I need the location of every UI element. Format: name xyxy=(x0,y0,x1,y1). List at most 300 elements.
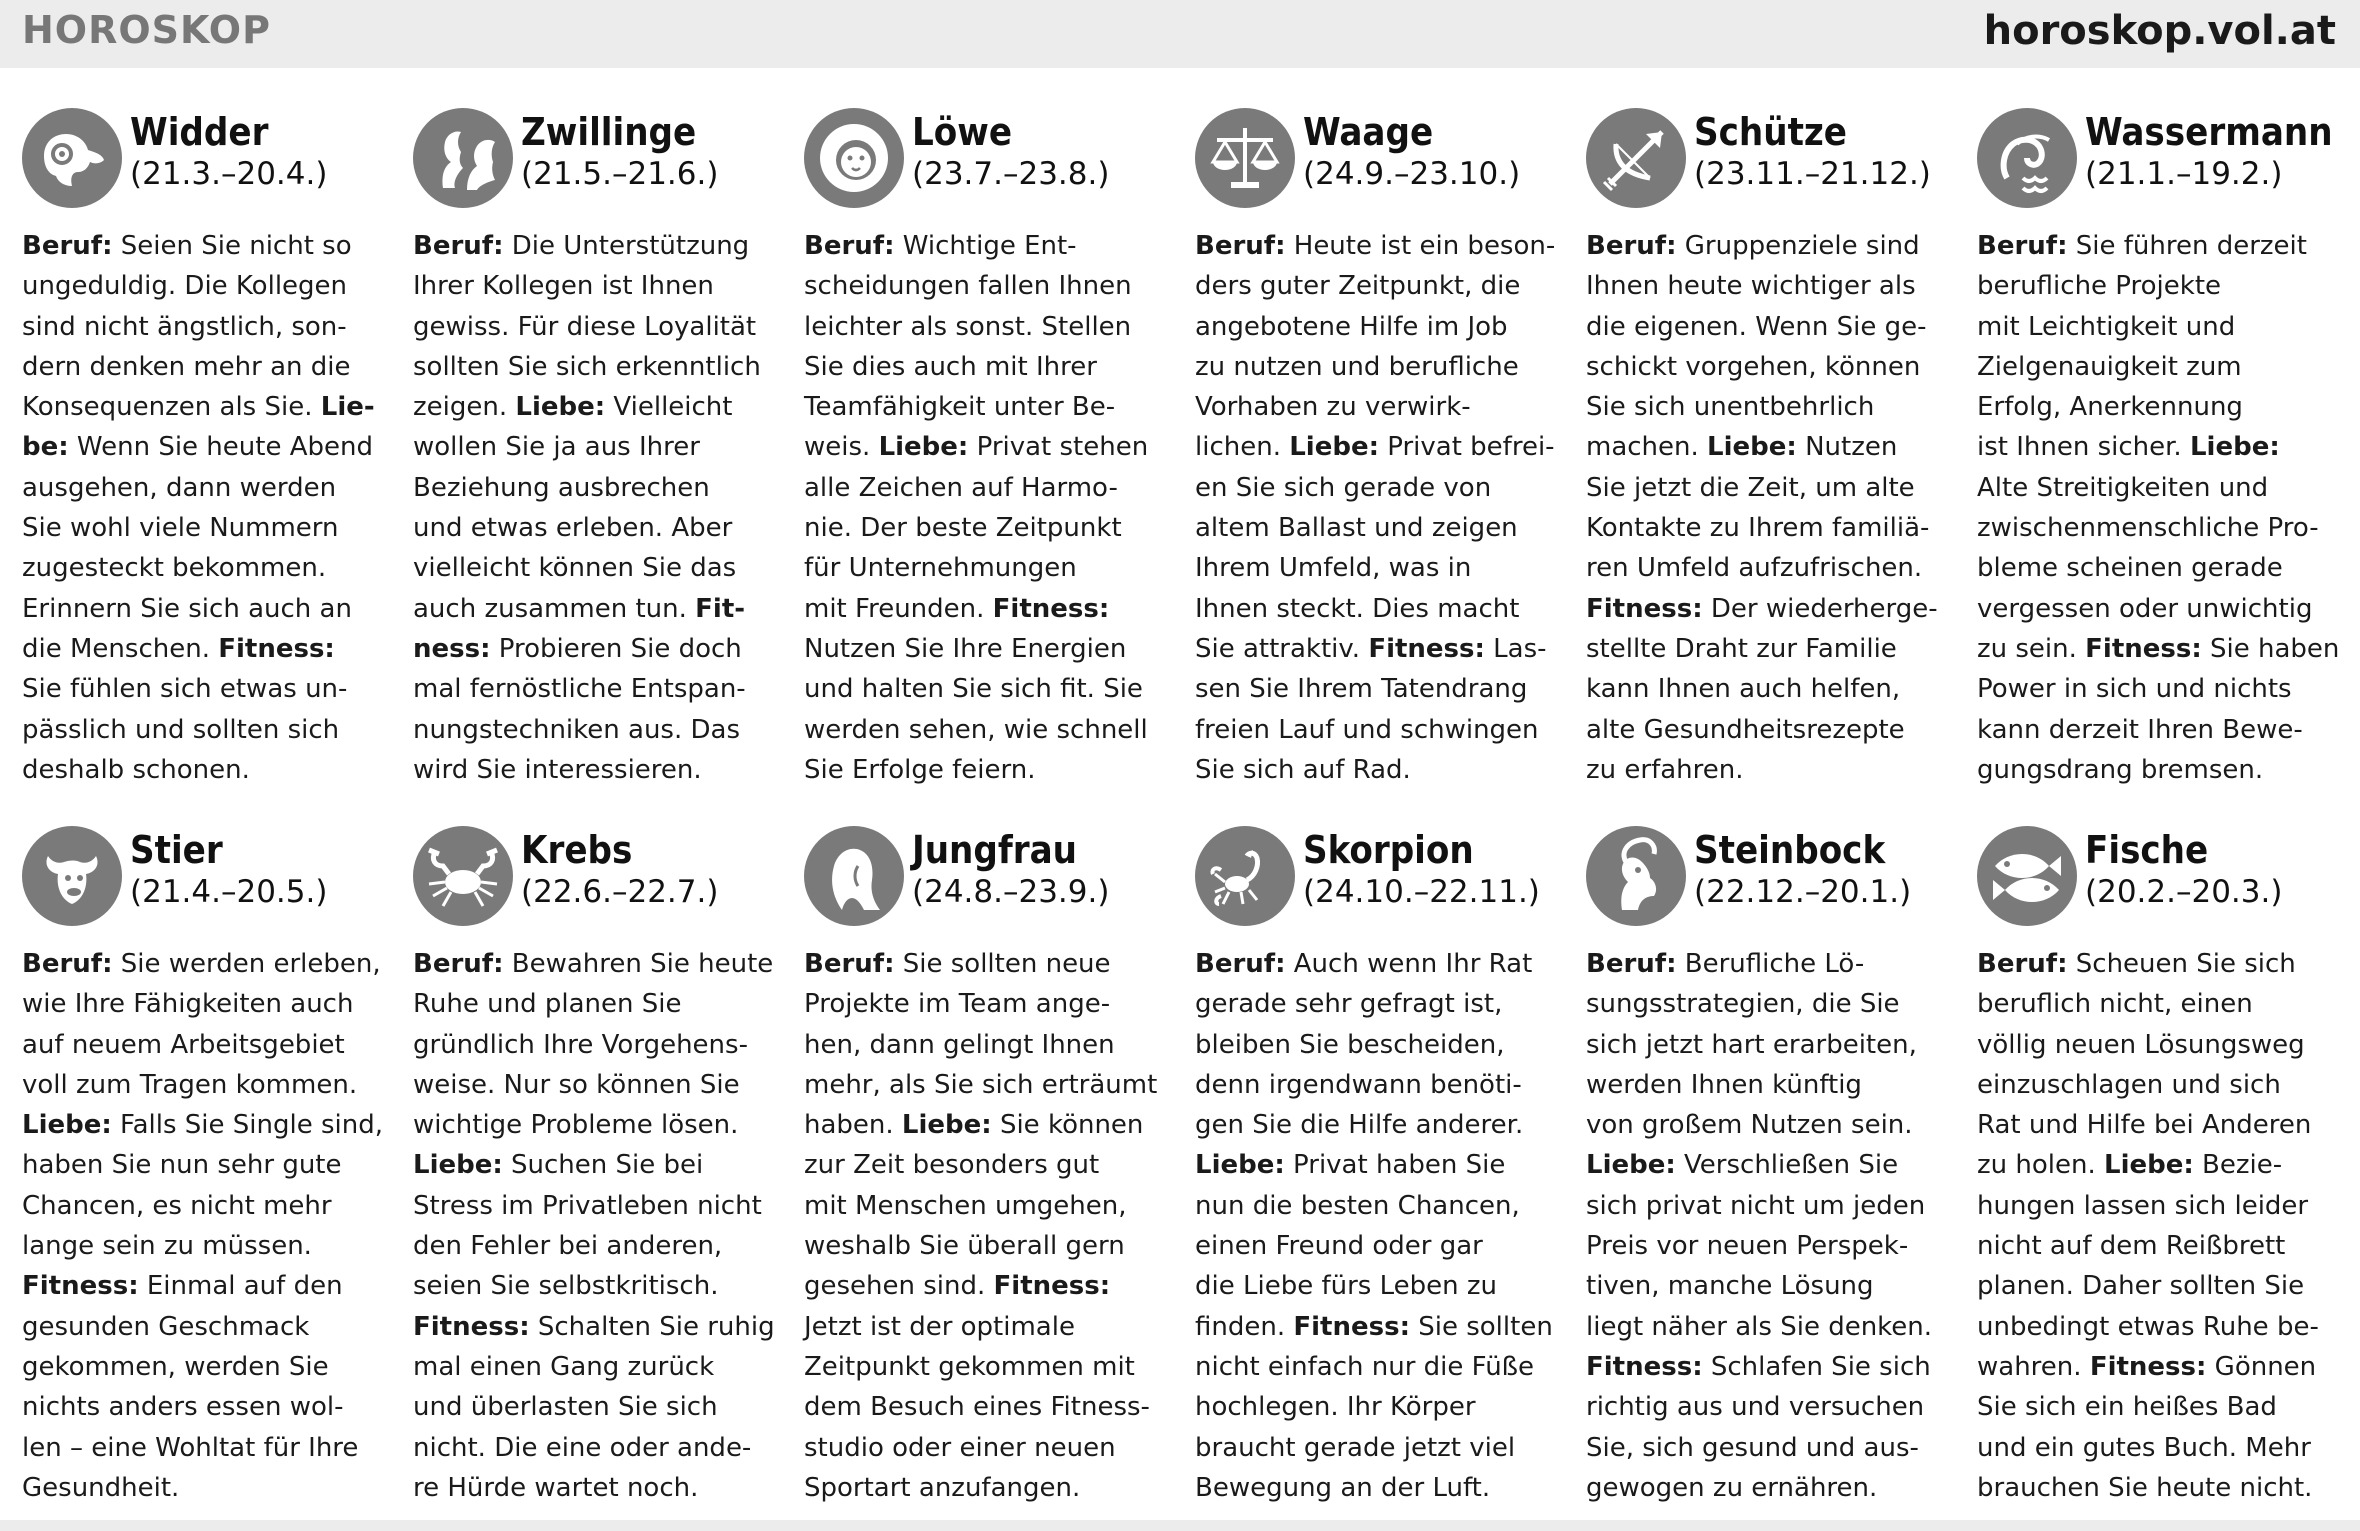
text-line xyxy=(1586,1468,1958,1508)
text-segment: Sie sich auf Rad. xyxy=(1195,754,1411,785)
text-segment: alte Gesundheitsrezepte xyxy=(1586,714,1905,745)
text-line xyxy=(1977,669,2349,709)
text-line xyxy=(1586,1428,1958,1468)
section-label: Liebe: xyxy=(413,1150,503,1181)
text-segment: zugesteckt bekommen. xyxy=(22,553,327,584)
text-segment: berufliche Projekte xyxy=(1977,271,2222,302)
text-line xyxy=(1586,1347,1958,1387)
section-label: Liebe: xyxy=(1289,432,1379,463)
text-segment: Ruhe und planen Sie xyxy=(413,989,682,1020)
text-line xyxy=(804,1105,1176,1145)
text-segment: Nutzen xyxy=(1796,432,1898,463)
text-line xyxy=(804,1266,1176,1306)
text-segment: re Hürde wartet noch. xyxy=(413,1472,699,1503)
text-segment: wichtige Probleme lösen. xyxy=(413,1110,739,1141)
text-segment: Sie, sich gesund und aus- xyxy=(1586,1432,1919,1463)
text-segment: angebotene Hilfe im Job xyxy=(1195,311,1508,342)
text-segment: ungeduldig. Die Kollegen xyxy=(22,271,348,302)
text-line xyxy=(413,1025,785,1065)
section-label: Beruf: xyxy=(1195,949,1286,979)
text-segment: Sportart anzufangen. xyxy=(804,1472,1081,1503)
text-line xyxy=(804,427,1176,467)
text-line xyxy=(22,984,394,1024)
text-line xyxy=(804,307,1176,347)
text-line xyxy=(1195,548,1567,588)
text-segment: Suchen Sie bei xyxy=(502,1150,704,1181)
text-line xyxy=(1195,944,1567,984)
text-segment: Berufliche Lö- xyxy=(1676,949,1865,979)
text-segment: zwischenmenschliche Pro- xyxy=(1977,513,2319,544)
text-segment: bleiben Sie bescheiden, xyxy=(1195,1029,1505,1060)
text-segment: Vorhaben zu verwirk- xyxy=(1195,392,1471,423)
text-segment: nicht. Die eine oder ande- xyxy=(413,1432,752,1463)
text-segment: ders guter Zeitpunkt, die xyxy=(1195,271,1521,302)
text-segment: Sie wohl viele Nummern xyxy=(22,513,339,544)
text-segment: nungstechniken aus. Das xyxy=(413,714,741,745)
text-segment: Sie sollten neue xyxy=(894,949,1111,979)
text-segment: nicht einfach nur die Füße xyxy=(1195,1351,1535,1382)
text-line xyxy=(804,1468,1176,1508)
bull-icon xyxy=(22,826,122,926)
sign-name: Wassermann xyxy=(2085,110,2333,154)
text-segment: Sie können xyxy=(991,1110,1144,1141)
text-line xyxy=(804,944,1176,984)
text-line xyxy=(1586,984,1958,1024)
sign-name: Fische xyxy=(2085,828,2209,872)
text-line xyxy=(413,1428,785,1468)
text-line xyxy=(22,1347,394,1387)
text-line xyxy=(1586,669,1958,709)
text-segment: zu sein. xyxy=(1977,633,2086,664)
text-line xyxy=(1195,1428,1567,1468)
twins-icon xyxy=(413,108,513,208)
text-segment: beruflich nicht, einen xyxy=(1977,989,2253,1020)
section-label: Fitness: xyxy=(1586,593,1703,624)
header-bar xyxy=(0,0,2360,68)
text-segment: dem Besuch eines Fitness- xyxy=(804,1392,1150,1423)
text-line xyxy=(413,629,785,669)
text-line xyxy=(1195,387,1567,427)
text-segment: Wenn Sie heute Abend xyxy=(68,432,373,463)
text-line xyxy=(22,589,394,629)
sign-text xyxy=(413,944,785,1508)
text-segment: weshalb Sie überall gern xyxy=(804,1231,1125,1262)
text-segment: werden Ihnen künftig xyxy=(1586,1069,1862,1100)
sign-dates: (21.1.–19.2.) xyxy=(2085,156,2283,192)
text-segment: nie. Der beste Zeitpunkt xyxy=(804,513,1122,544)
text-line xyxy=(804,1428,1176,1468)
text-line xyxy=(1977,750,2349,790)
sign-name: Krebs xyxy=(521,828,633,872)
text-segment: sungsstrategien, die Sie xyxy=(1586,989,1900,1020)
text-line xyxy=(1195,1105,1567,1145)
sign-dates: (24.8.–23.9.) xyxy=(912,874,1110,910)
text-segment: Konsequenzen als Sie. xyxy=(22,392,321,423)
scales-icon xyxy=(1195,108,1295,208)
section-label: Liebe: xyxy=(878,432,969,463)
section-label: be: xyxy=(22,432,69,463)
text-segment: weise. Nur so können Sie xyxy=(413,1069,740,1100)
section-label: Beruf: xyxy=(804,949,895,979)
text-line xyxy=(804,1065,1176,1105)
text-line xyxy=(413,427,785,467)
text-segment: zeigen. xyxy=(413,392,516,423)
text-line xyxy=(804,1226,1176,1266)
text-segment: Schlafen Sie sich xyxy=(1702,1351,1931,1382)
section-label: Fitness: xyxy=(218,633,335,664)
text-segment: Zeitpunkt gekommen mit xyxy=(804,1351,1135,1382)
sign-dates: (21.3.–20.4.) xyxy=(130,156,328,192)
text-segment: Sie attraktiv. xyxy=(1195,633,1369,664)
sign-text xyxy=(1977,944,2349,1508)
text-line xyxy=(413,508,785,548)
crab-icon xyxy=(413,826,513,926)
text-line xyxy=(1586,1307,1958,1347)
text-segment: len – eine Wohltat für Ihre xyxy=(22,1432,359,1463)
text-segment: alle Zeichen auf Harmo- xyxy=(804,472,1118,503)
text-segment: Las- xyxy=(1484,633,1547,664)
sign-text xyxy=(804,944,1176,1508)
sign-dates: (22.6.–22.7.) xyxy=(521,874,719,910)
text-line xyxy=(1195,508,1567,548)
text-segment: braucht gerade jetzt viel xyxy=(1195,1432,1516,1463)
text-line xyxy=(804,266,1176,306)
virgin-icon xyxy=(804,826,904,926)
text-line xyxy=(1977,347,2349,387)
text-segment: dern denken mehr an die xyxy=(22,351,351,382)
text-line xyxy=(22,1065,394,1105)
text-segment: Sie werden erleben, xyxy=(112,949,381,979)
text-segment: haben Sie nun sehr gute xyxy=(22,1150,342,1181)
text-segment: Einmal auf den xyxy=(138,1271,343,1302)
text-segment: Preis vor neuen Perspek- xyxy=(1586,1231,1909,1262)
text-segment: Bewegung an der Luft. xyxy=(1195,1472,1491,1503)
text-segment: und ein gutes Buch. Mehr xyxy=(1977,1432,2311,1463)
text-line xyxy=(1195,1226,1567,1266)
text-line xyxy=(1977,1387,2349,1427)
text-segment: Falls Sie Single sind, xyxy=(111,1110,383,1141)
text-segment: Gruppenziele sind xyxy=(1676,231,1920,261)
text-segment: sen Sie Ihrem Tatendrang xyxy=(1195,674,1528,705)
text-line xyxy=(413,347,785,387)
text-line xyxy=(22,750,394,790)
text-line xyxy=(1977,984,2349,1024)
text-segment: mit Leichtigkeit und xyxy=(1977,311,2236,342)
text-segment: Der wiederherge- xyxy=(1702,593,1938,624)
text-segment: Chancen, es nicht mehr xyxy=(22,1190,332,1221)
text-line xyxy=(1586,1387,1958,1427)
text-line xyxy=(22,669,394,709)
text-line xyxy=(22,1428,394,1468)
sign-name: Jungfrau xyxy=(912,828,1078,872)
text-line xyxy=(1586,508,1958,548)
text-segment: wie Ihre Fähigkeiten auch xyxy=(22,989,354,1020)
text-segment: Jetzt ist der optimale xyxy=(804,1311,1075,1342)
text-line xyxy=(22,629,394,669)
text-segment: Probieren Sie doch xyxy=(490,633,742,664)
text-segment: gewogen zu ernähren. xyxy=(1586,1472,1878,1503)
text-segment: pässlich und sollten sich xyxy=(22,714,340,745)
text-line xyxy=(22,944,394,984)
text-line xyxy=(413,944,785,984)
text-line xyxy=(413,984,785,1024)
text-segment: nun die besten Chancen, xyxy=(1195,1190,1520,1221)
section-label: Fitness: xyxy=(1368,633,1485,664)
water-bearer-icon xyxy=(1977,108,2077,208)
text-segment: mal fernöstliche Entspan- xyxy=(413,674,746,705)
text-segment: und überlasten Sie sich xyxy=(413,1392,718,1423)
text-line xyxy=(413,1468,785,1508)
text-segment: mit Freunden. xyxy=(804,593,993,624)
text-segment: sollten Sie sich erkenntlich xyxy=(413,351,761,382)
sign-dates: (21.5.–21.6.) xyxy=(521,156,719,192)
text-segment: kann Ihnen auch helfen, xyxy=(1586,674,1901,705)
text-segment: Sie dies auch mit Ihrer xyxy=(804,351,1097,382)
text-line xyxy=(413,266,785,306)
text-line xyxy=(1586,226,1958,266)
text-segment: seien Sie selbstkritisch. xyxy=(413,1271,719,1302)
text-line xyxy=(413,1387,785,1427)
sign-dates: (23.11.–21.12.) xyxy=(1694,156,1931,192)
text-segment: Schalten Sie ruhig xyxy=(529,1311,775,1342)
section-label: Liebe: xyxy=(1195,1150,1285,1181)
text-line xyxy=(804,589,1176,629)
text-line xyxy=(1195,1307,1567,1347)
text-line xyxy=(1195,427,1567,467)
text-segment: sich privat nicht um jeden xyxy=(1586,1190,1926,1221)
text-segment: denn irgendwann benöti- xyxy=(1195,1069,1522,1100)
text-line xyxy=(1977,1025,2349,1065)
text-segment: finden. xyxy=(1195,1311,1294,1342)
text-line xyxy=(1977,1105,2349,1145)
text-line xyxy=(804,548,1176,588)
text-segment: en Sie sich gerade von xyxy=(1195,472,1492,503)
section-label: Beruf: xyxy=(413,949,504,979)
section-label: Fitness: xyxy=(22,1271,139,1302)
text-segment: Nutzen Sie Ihre Energien xyxy=(804,633,1127,664)
text-segment: freien Lauf und schwingen xyxy=(1195,714,1539,745)
text-line xyxy=(22,226,394,266)
text-line xyxy=(413,1266,785,1306)
text-segment: voll zum Tragen kommen. xyxy=(22,1069,358,1100)
text-line xyxy=(804,1025,1176,1065)
text-line xyxy=(1586,1105,1958,1145)
text-line xyxy=(1195,266,1567,306)
section-label: Liebe: xyxy=(901,1110,992,1141)
text-line xyxy=(22,1387,394,1427)
text-line xyxy=(804,750,1176,790)
sign-name: Löwe xyxy=(912,110,1013,154)
text-segment: brauchen Sie heute nicht. xyxy=(1977,1472,2313,1503)
text-segment: den Fehler bei anderen, xyxy=(413,1231,723,1262)
text-segment: Rat und Hilfe bei Anderen xyxy=(1977,1110,2312,1141)
text-segment: zu erfahren. xyxy=(1586,754,1744,785)
text-line xyxy=(1586,1065,1958,1105)
section-label: Fit- xyxy=(695,593,746,624)
text-segment: und etwas erleben. Aber xyxy=(413,513,733,544)
text-segment: gerade sehr gefragt ist, xyxy=(1195,989,1503,1020)
text-line xyxy=(413,710,785,750)
text-line xyxy=(1586,548,1958,588)
text-segment: einen Freund oder gar xyxy=(1195,1231,1483,1262)
text-line xyxy=(804,984,1176,1024)
text-line xyxy=(1586,1266,1958,1306)
text-segment: gen Sie die Hilfe anderer. xyxy=(1195,1110,1524,1141)
text-line xyxy=(1195,750,1567,790)
text-line xyxy=(22,710,394,750)
text-segment: haben. xyxy=(804,1110,902,1141)
text-segment: bleme scheinen gerade xyxy=(1977,553,2283,584)
text-segment: Sie sollten xyxy=(1409,1311,1553,1342)
text-line xyxy=(413,1145,785,1185)
sign-name: Skorpion xyxy=(1303,828,1474,872)
sign-name: Zwillinge xyxy=(521,110,697,154)
text-segment: Ihrer Kollegen ist Ihnen xyxy=(413,271,714,302)
sign-text xyxy=(413,226,785,790)
text-segment: vergessen oder unwichtig xyxy=(1977,593,2313,624)
text-segment: Kontakte zu Ihrem familiä- xyxy=(1586,513,1930,544)
text-segment: Erinnern Sie sich auch an xyxy=(22,593,352,624)
text-line xyxy=(1195,1468,1567,1508)
text-line xyxy=(1586,629,1958,669)
text-segment: scheidungen fallen Ihnen xyxy=(804,271,1132,302)
text-line xyxy=(804,629,1176,669)
text-segment: mal einen Gang zurück xyxy=(413,1351,715,1382)
sign-name: Widder xyxy=(130,110,269,154)
section-label: Beruf: xyxy=(22,949,113,979)
text-line xyxy=(413,589,785,629)
text-line xyxy=(1977,548,2349,588)
text-segment: Projekte im Team ange- xyxy=(804,989,1111,1020)
sign-text xyxy=(22,226,394,790)
text-line xyxy=(1195,1266,1567,1306)
sign-text xyxy=(1586,944,1958,1508)
text-line xyxy=(1977,427,2349,467)
text-segment: Scheuen Sie sich xyxy=(2067,949,2296,979)
text-segment: ist Ihnen sicher. xyxy=(1977,432,2190,463)
text-line xyxy=(1977,1145,2349,1185)
text-line xyxy=(1195,307,1567,347)
section-label: Beruf: xyxy=(1977,231,2068,261)
text-line xyxy=(22,307,394,347)
text-line xyxy=(1586,1226,1958,1266)
text-line xyxy=(1977,1226,2349,1266)
text-line xyxy=(22,508,394,548)
text-line xyxy=(22,1025,394,1065)
sign-dates: (24.10.–22.11.) xyxy=(1303,874,1540,910)
section-label: Fitness: xyxy=(993,1271,1111,1302)
text-line xyxy=(1586,1186,1958,1226)
text-segment: vielleicht können Sie das xyxy=(413,553,737,584)
text-segment: gekommen, werden Sie xyxy=(22,1351,329,1382)
text-segment: werden sehen, wie schnell xyxy=(804,714,1148,745)
text-line xyxy=(1586,944,1958,984)
section-label: Fitness: xyxy=(1293,1311,1410,1342)
text-segment: Wichtige Ent- xyxy=(894,231,1077,261)
text-segment: auch zusammen tun. xyxy=(413,593,696,624)
text-line xyxy=(1977,387,2349,427)
sign-name: Stier xyxy=(130,828,223,872)
text-line xyxy=(413,669,785,709)
text-segment: Sie fühlen sich etwas un- xyxy=(22,674,348,705)
text-line xyxy=(22,1307,394,1347)
text-line xyxy=(22,1105,394,1145)
text-segment: weis. xyxy=(804,432,879,463)
text-segment: Ihnen steckt. Dies macht xyxy=(1195,593,1520,624)
sign-text xyxy=(1195,226,1567,790)
sign-name: Steinbock xyxy=(1694,828,1886,872)
text-segment: für Unternehmungen xyxy=(804,553,1077,584)
text-segment: ausgehen, dann werden xyxy=(22,472,337,503)
text-line xyxy=(1195,226,1567,266)
text-line xyxy=(1977,589,2349,629)
text-line xyxy=(804,1347,1176,1387)
text-line xyxy=(1195,1025,1567,1065)
text-line xyxy=(413,548,785,588)
sign-text xyxy=(22,944,394,1508)
text-line xyxy=(413,750,785,790)
text-line xyxy=(1586,710,1958,750)
text-line xyxy=(22,548,394,588)
text-segment: hungen lassen sich leider xyxy=(1977,1190,2309,1221)
text-segment: Gesundheit. xyxy=(22,1472,180,1503)
text-line xyxy=(1977,944,2349,984)
text-line xyxy=(22,1226,394,1266)
text-segment: nichts anders essen wol- xyxy=(22,1392,344,1423)
page-title: HOROSKOP xyxy=(22,8,271,52)
text-segment: sind nicht ängstlich, son- xyxy=(22,311,347,342)
text-segment: deshalb schonen. xyxy=(22,754,250,785)
text-segment: gründlich Ihre Vorgehens- xyxy=(413,1029,748,1060)
section-label: Lie- xyxy=(320,392,375,423)
section-label: Liebe: xyxy=(2104,1150,2194,1181)
sign-text xyxy=(1195,944,1567,1508)
text-segment: wollen Sie ja aus Ihrer xyxy=(413,432,700,463)
text-segment: Privat haben Sie xyxy=(1284,1150,1506,1181)
text-segment: und halten Sie sich fit. Sie xyxy=(804,674,1143,705)
text-segment: die Menschen. xyxy=(22,633,219,664)
text-line xyxy=(413,1307,785,1347)
text-line xyxy=(413,1105,785,1145)
text-segment: zur Zeit besonders gut xyxy=(804,1150,1100,1181)
text-segment: völlig neuen Lösungsweg xyxy=(1977,1029,2305,1060)
text-segment: Sie jetzt die Zeit, um alte xyxy=(1586,472,1915,503)
text-line xyxy=(1977,1065,2349,1105)
text-segment: gungsdrang bremsen. xyxy=(1977,754,2264,785)
sign-dates: (20.2.–20.3.) xyxy=(2085,874,2283,910)
text-line xyxy=(1195,984,1567,1024)
ibex-icon xyxy=(1586,826,1686,926)
lion-icon xyxy=(804,108,904,208)
text-line xyxy=(1977,629,2349,669)
section-label: ness: xyxy=(413,633,491,664)
text-segment: Verschließen Sie xyxy=(1675,1150,1899,1181)
text-segment: gesehen sind. xyxy=(804,1271,994,1302)
text-line xyxy=(804,226,1176,266)
archer-icon xyxy=(1586,108,1686,208)
text-segment: Privat stehen xyxy=(968,432,1149,463)
text-line xyxy=(1195,589,1567,629)
text-line xyxy=(1977,710,2349,750)
text-line xyxy=(1195,1387,1567,1427)
text-segment: Stress im Privatleben nicht xyxy=(413,1190,762,1221)
text-segment: Vielleicht xyxy=(605,392,733,423)
text-segment: hen, dann gelingt Ihnen xyxy=(804,1029,1115,1060)
text-segment: Seien Sie nicht so xyxy=(112,231,352,261)
text-line xyxy=(1977,468,2349,508)
text-segment: Beziehung ausbrechen xyxy=(413,472,710,503)
text-line xyxy=(22,1186,394,1226)
